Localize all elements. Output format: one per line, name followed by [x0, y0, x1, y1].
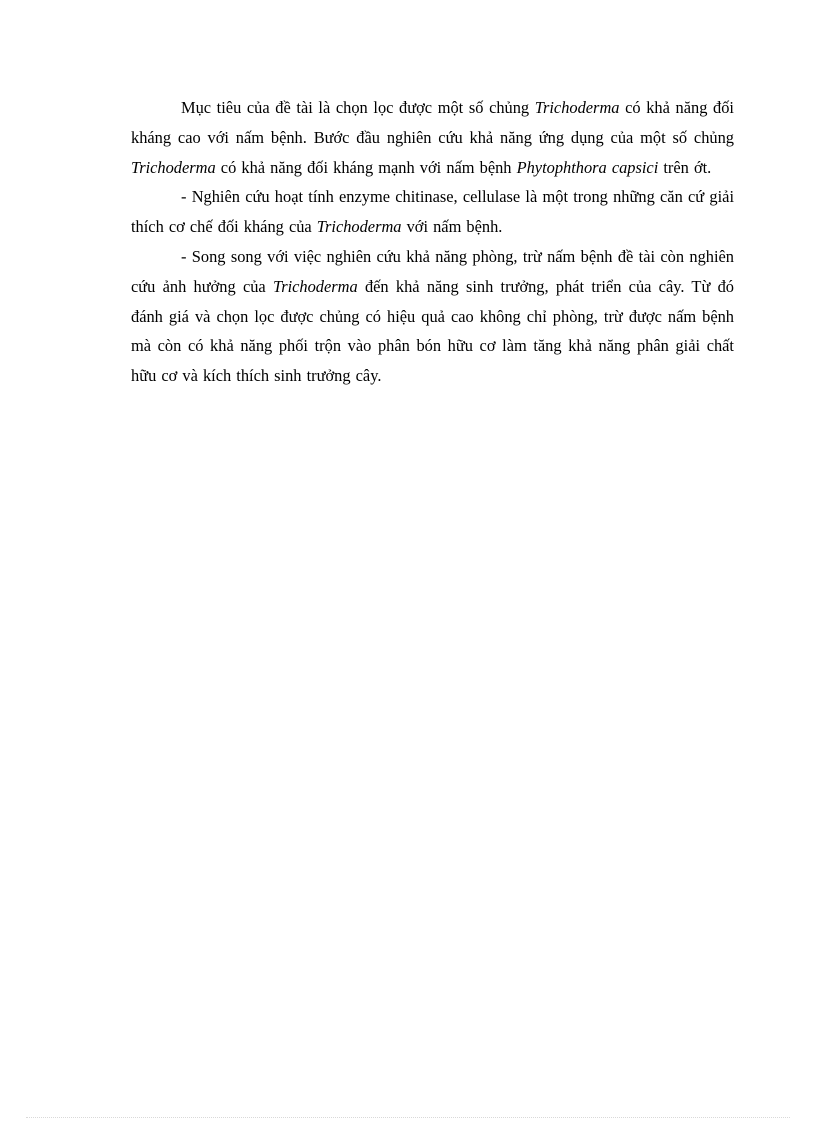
body-text — [131, 93, 734, 391]
paragraph-enzyme — [131, 182, 734, 242]
species-name: Phytophthora capsici — [516, 157, 659, 177]
text-segment: với nấm bệnh. — [401, 217, 503, 237]
text-segment: Mục tiêu của đề tài là chọn lọc được một số chủng — [181, 98, 535, 117]
species-name: Trichoderma — [316, 217, 402, 237]
species-name: Trichoderma — [272, 276, 358, 296]
text-segment: có khả năng đối kháng mạnh với nấm bệnh — [215, 157, 517, 177]
text-segment: trên ớt. — [658, 157, 712, 177]
species-name: Trichoderma — [131, 157, 216, 177]
text-segment: đến khả năng sinh trưởng, phát triển của cây. Từ đó đánh giá và chọn lọc được chủng có hiệu quả cao không chỉ phòng, trừ được nấm bệnh mà còn có khả năng phối trộn vào phân bón hữu cơ làm tăng khả năng phân giải chất hữu cơ và kích thích sinh trưởng cây. — [131, 276, 734, 386]
text-segment: - Nghiên cứu hoạt tính enzyme chitinase, cellulase là một trong những căn cứ giải thích cơ chế đối kháng của — [131, 187, 734, 237]
text-segment: - Song song với việc nghiên cứu khả năng phòng, trừ nấm bệnh đề tài còn nghiên cứu ảnh hưởng của — [131, 246, 734, 296]
text-segment: có khả năng đối kháng cao với nấm bệnh. Bước đầu nghiên cứu khả năng ứng dụng của một số chủng — [131, 98, 734, 147]
species-name: Trichoderma — [534, 98, 620, 117]
paragraph-objective — [131, 93, 734, 182]
paragraph-growth — [131, 242, 734, 391]
page-bottom-divider — [26, 1117, 790, 1118]
